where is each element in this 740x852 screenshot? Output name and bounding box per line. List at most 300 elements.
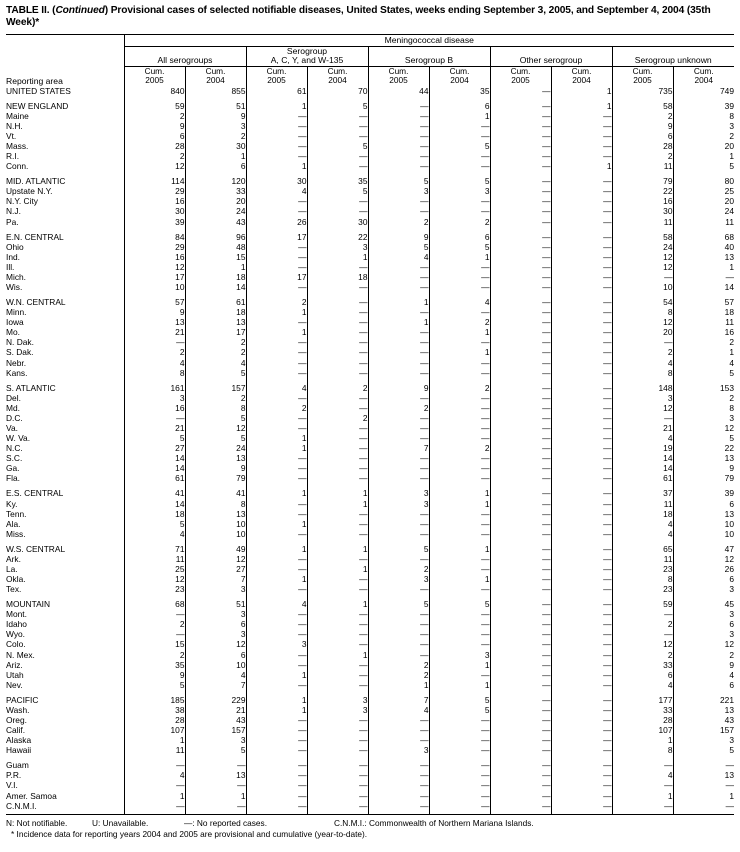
row-value: — <box>246 111 307 121</box>
row-area-label: Nev. <box>6 679 23 690</box>
row-value: — <box>307 307 368 317</box>
row-area-label: Fla. <box>6 473 20 484</box>
row-value: — <box>307 725 368 735</box>
row-value: — <box>185 801 246 811</box>
row-value: 3 <box>185 609 246 619</box>
row-value: — <box>490 337 551 347</box>
row-value: 1 <box>246 327 307 337</box>
row-area-label: V.I. <box>6 780 18 791</box>
row-value: 4 <box>124 770 185 780</box>
row-value: 1 <box>429 574 490 584</box>
row-value: — <box>307 368 368 378</box>
row-value: — <box>429 393 490 403</box>
row-area-label: W.N. CENTRAL <box>6 297 66 308</box>
row-value: 28 <box>612 715 673 725</box>
table-row <box>6 670 734 680</box>
row-value: — <box>429 272 490 282</box>
row-value: 41 <box>185 488 246 498</box>
row-value: 30 <box>612 206 673 216</box>
row-value: 13 <box>673 509 734 519</box>
row-value: — <box>124 780 185 790</box>
row-value: 12 <box>185 639 246 649</box>
row-value: 71 <box>124 544 185 554</box>
table-row <box>6 463 734 473</box>
row-value: 1 <box>246 670 307 680</box>
row-value: 2 <box>185 393 246 403</box>
row-area-label: Wyo. <box>6 629 26 640</box>
row-value: 5 <box>429 599 490 609</box>
row-value: — <box>551 252 612 262</box>
year-label-10: 2004 <box>694 75 713 86</box>
table-row <box>6 760 734 770</box>
title-prefix: TABLE II. ( <box>6 5 56 16</box>
row-area-label: P.R. <box>6 770 22 781</box>
row-value: 58 <box>612 232 673 242</box>
row-value: — <box>551 473 612 483</box>
row-area-label: Amer. Samoa <box>6 790 57 801</box>
row-value: 9 <box>368 232 429 242</box>
row-value: 1 <box>307 544 368 554</box>
row-value: — <box>307 403 368 413</box>
footnote-n: N: Not notifiable. <box>6 818 68 829</box>
cum-label-7: Cum. <box>510 66 531 76</box>
row-value: — <box>307 327 368 337</box>
table-row <box>6 660 734 670</box>
row-value: — <box>551 131 612 141</box>
year-label-6: 2004 <box>450 75 469 86</box>
cum-label-3: Cum. <box>266 66 287 76</box>
row-value: 49 <box>185 544 246 554</box>
table-row <box>6 650 734 660</box>
row-value: — <box>246 499 307 509</box>
table-row <box>6 272 734 282</box>
row-value: — <box>490 297 551 307</box>
row-value: 80 <box>673 176 734 186</box>
year-label-5: 2005 <box>389 75 408 86</box>
table-row <box>6 509 734 519</box>
table-row <box>6 639 734 649</box>
row-value: — <box>246 453 307 463</box>
row-value: 10 <box>124 282 185 292</box>
row-value: 39 <box>124 217 185 227</box>
row-value: 1 <box>368 317 429 327</box>
row-value: — <box>551 307 612 317</box>
row-value: — <box>246 584 307 594</box>
table-row <box>6 745 734 755</box>
row-value: 16 <box>673 327 734 337</box>
row-value: — <box>551 509 612 519</box>
row-value: — <box>368 358 429 368</box>
row-value: — <box>429 403 490 413</box>
row-value: — <box>551 368 612 378</box>
table-row <box>6 232 734 242</box>
table-row <box>6 695 734 705</box>
row-value: 7 <box>368 443 429 453</box>
row-value: — <box>490 695 551 705</box>
table-row <box>6 529 734 539</box>
row-value: — <box>551 584 612 594</box>
row-value: — <box>368 141 429 151</box>
header-corner-blank <box>6 34 124 46</box>
row-value: 9 <box>124 307 185 317</box>
table-bottom-rule <box>6 811 734 815</box>
row-area-label: UNITED STATES <box>6 85 71 96</box>
row-value: — <box>429 519 490 529</box>
row-value: — <box>551 141 612 151</box>
table-header <box>6 34 734 85</box>
row-area-label: Ill. <box>6 261 15 272</box>
footnotes <box>6 818 734 839</box>
row-value: 8 <box>673 111 734 121</box>
row-value: 2 <box>185 337 246 347</box>
row-area-label: S.C. <box>6 453 23 464</box>
row-value: — <box>124 629 185 639</box>
row-area-label: Kans. <box>6 367 28 378</box>
row-value: 13 <box>185 509 246 519</box>
row-value: 20 <box>185 196 246 206</box>
row-value: 25 <box>124 564 185 574</box>
row-value: — <box>551 358 612 368</box>
row-value: — <box>124 609 185 619</box>
row-area-label: Mich. <box>6 271 27 282</box>
row-value: 11 <box>612 161 673 171</box>
row-value: — <box>246 337 307 347</box>
row-value: 9 <box>124 121 185 131</box>
row-value: 22 <box>612 186 673 196</box>
row-value: 61 <box>185 297 246 307</box>
row-area-label: Ky. <box>6 498 18 509</box>
row-value: — <box>307 121 368 131</box>
row-value: — <box>551 791 612 801</box>
row-value: — <box>551 680 612 690</box>
bottom-rule-cell <box>612 811 673 815</box>
title-suffix: ) Provisional cases of selected notifiable diseases, United States, weeks ending September 3, 2005, and September 4, 2004 (35th Week)* <box>6 5 711 29</box>
row-value: — <box>490 554 551 564</box>
row-value: — <box>551 660 612 670</box>
row-value: — <box>368 629 429 639</box>
row-value: 1 <box>429 252 490 262</box>
row-value: — <box>551 206 612 216</box>
row-value: — <box>368 529 429 539</box>
row-value: 2 <box>124 151 185 161</box>
notifiable-diseases-table <box>6 34 734 815</box>
row-value: — <box>490 463 551 473</box>
cum-label-1: Cum. <box>144 66 165 76</box>
row-value: 79 <box>185 473 246 483</box>
row-value: 229 <box>185 695 246 705</box>
row-value: — <box>551 262 612 272</box>
row-value: 3 <box>673 735 734 745</box>
row-value: 21 <box>124 327 185 337</box>
row-value: 1 <box>673 262 734 272</box>
row-value: 13 <box>673 770 734 780</box>
row-value: 54 <box>612 297 673 307</box>
row-area-label: Oreg. <box>6 715 27 725</box>
row-value: — <box>368 780 429 790</box>
row-area-label: E.S. CENTRAL <box>6 488 64 499</box>
row-value: 749 <box>673 86 734 96</box>
cum-label-2: Cum. <box>205 66 226 76</box>
table-row <box>6 599 734 609</box>
row-value: — <box>551 760 612 770</box>
row-value: — <box>429 121 490 131</box>
row-value: — <box>368 619 429 629</box>
row-value: 3 <box>185 735 246 745</box>
row-value: 23 <box>612 584 673 594</box>
row-value: 1 <box>551 86 612 96</box>
row-value: — <box>551 393 612 403</box>
row-value: — <box>429 609 490 619</box>
header-group-acyw135-l2: A, C, Y, and W-135 <box>270 55 344 66</box>
row-value: — <box>246 121 307 131</box>
row-value: 2 <box>673 650 734 660</box>
row-value: — <box>490 599 551 609</box>
row-value: — <box>490 358 551 368</box>
row-value: — <box>368 519 429 529</box>
row-value: — <box>429 760 490 770</box>
row-area-label: Ga. <box>6 463 20 474</box>
row-value: 16 <box>124 403 185 413</box>
row-value: 6 <box>673 574 734 584</box>
row-value: — <box>307 629 368 639</box>
row-value: 3 <box>673 584 734 594</box>
row-value: — <box>490 639 551 649</box>
row-value: — <box>429 337 490 347</box>
row-value: — <box>368 413 429 423</box>
row-value: — <box>307 347 368 357</box>
row-value: 4 <box>612 358 673 368</box>
row-value: — <box>368 801 429 811</box>
row-value: — <box>673 272 734 282</box>
header-blank-2 <box>6 46 124 66</box>
row-value: 12 <box>673 423 734 433</box>
row-value: 9 <box>673 463 734 473</box>
row-value: 8 <box>612 307 673 317</box>
row-value: — <box>551 242 612 252</box>
row-value: — <box>551 121 612 131</box>
row-value: 1 <box>246 695 307 705</box>
row-value: 14 <box>673 282 734 292</box>
row-value: — <box>246 358 307 368</box>
table-row <box>6 564 734 574</box>
row-value: 13 <box>673 453 734 463</box>
row-value: — <box>490 619 551 629</box>
row-value: 3 <box>673 413 734 423</box>
row-value: 14 <box>124 463 185 473</box>
row-area-label: Minn. <box>6 307 27 318</box>
year-label-9: 2005 <box>633 75 652 86</box>
row-value: — <box>551 297 612 307</box>
table-row <box>6 101 734 111</box>
row-area-label: D.C. <box>6 412 23 423</box>
row-value: 185 <box>124 695 185 705</box>
row-value: 14 <box>124 499 185 509</box>
row-value: — <box>307 161 368 171</box>
row-value: — <box>368 131 429 141</box>
bottom-rule-cell <box>490 811 551 815</box>
row-value: — <box>368 584 429 594</box>
row-value: — <box>307 196 368 206</box>
row-value: 1 <box>307 499 368 509</box>
row-value: 2 <box>612 619 673 629</box>
row-value: 8 <box>673 403 734 413</box>
row-value: 11 <box>124 554 185 564</box>
row-value: 5 <box>368 176 429 186</box>
row-value: — <box>551 499 612 509</box>
row-value: 14 <box>612 453 673 463</box>
row-value: 57 <box>124 297 185 307</box>
row-value: — <box>246 252 307 262</box>
row-value: 12 <box>612 262 673 272</box>
row-value: 5 <box>307 141 368 151</box>
row-value: 8 <box>185 403 246 413</box>
row-value: 855 <box>185 86 246 96</box>
row-value: — <box>246 760 307 770</box>
row-value: 3 <box>307 695 368 705</box>
row-value: 1 <box>185 151 246 161</box>
row-value: — <box>124 801 185 811</box>
row-value: — <box>490 111 551 121</box>
row-value: — <box>429 529 490 539</box>
table-row <box>6 433 734 443</box>
row-value: — <box>368 650 429 660</box>
row-value: 2 <box>429 443 490 453</box>
table-row <box>6 252 734 262</box>
row-value: — <box>246 196 307 206</box>
row-value: — <box>490 131 551 141</box>
row-value: — <box>429 463 490 473</box>
row-value: 20 <box>673 196 734 206</box>
row-value: 1 <box>368 297 429 307</box>
row-value: — <box>429 282 490 292</box>
table-row <box>6 206 734 216</box>
row-value: 840 <box>124 86 185 96</box>
row-value: 4 <box>673 358 734 368</box>
row-value: — <box>490 403 551 413</box>
row-value: 12 <box>124 574 185 584</box>
row-value: — <box>490 650 551 660</box>
row-value: — <box>368 196 429 206</box>
row-value: 6 <box>185 161 246 171</box>
row-value: — <box>490 473 551 483</box>
row-value: — <box>429 433 490 443</box>
row-area-label: N.J. <box>6 206 21 217</box>
row-value: — <box>551 433 612 443</box>
row-value: 59 <box>612 599 673 609</box>
table-row <box>6 86 734 96</box>
row-value: 2 <box>612 111 673 121</box>
row-value: 9 <box>673 660 734 670</box>
row-value: — <box>307 801 368 811</box>
row-value: — <box>551 186 612 196</box>
row-value: 17 <box>246 232 307 242</box>
row-value: 2 <box>368 217 429 227</box>
row-value: 157 <box>185 725 246 735</box>
row-value: — <box>246 282 307 292</box>
row-value: 2 <box>124 650 185 660</box>
table-row <box>6 791 734 801</box>
row-value: — <box>673 801 734 811</box>
cum-label-6: Cum. <box>449 66 470 76</box>
page-title <box>6 5 734 30</box>
row-value: — <box>246 131 307 141</box>
row-value: — <box>246 151 307 161</box>
row-area-label: S. Dak. <box>6 347 34 358</box>
row-value: — <box>551 272 612 282</box>
header-group-serogroup-b <box>368 46 490 66</box>
row-value: 79 <box>612 176 673 186</box>
row-value: — <box>551 574 612 584</box>
row-value: 5 <box>429 176 490 186</box>
row-value: — <box>429 791 490 801</box>
row-area-label: N.C. <box>6 443 23 454</box>
row-value: — <box>368 206 429 216</box>
row-value: — <box>246 413 307 423</box>
row-value: — <box>612 760 673 770</box>
row-area-label: R.I. <box>6 151 20 162</box>
row-value: — <box>551 780 612 790</box>
row-value: — <box>490 217 551 227</box>
row-area-label: Alaska <box>6 735 32 746</box>
row-value: — <box>551 695 612 705</box>
row-value: 5 <box>429 695 490 705</box>
row-value: 3 <box>185 584 246 594</box>
row-value: — <box>429 307 490 317</box>
row-value: — <box>185 760 246 770</box>
row-value: — <box>429 262 490 272</box>
row-value: — <box>246 554 307 564</box>
row-value: — <box>551 650 612 660</box>
header-group-all-serogroups-l1: All serogroups <box>157 55 213 66</box>
year-label-8: 2004 <box>572 75 591 86</box>
title-continued: Continued <box>55 5 105 16</box>
row-value: 2 <box>307 413 368 423</box>
row-value: 161 <box>124 383 185 393</box>
row-value: — <box>490 564 551 574</box>
row-value: 29 <box>124 186 185 196</box>
row-value: 17 <box>246 272 307 282</box>
bottom-rule-cell <box>124 811 185 815</box>
row-area-label: Mass. <box>6 141 29 152</box>
row-value: — <box>490 801 551 811</box>
row-value: 39 <box>673 101 734 111</box>
row-value: — <box>551 564 612 574</box>
row-value: — <box>551 745 612 755</box>
table-row <box>6 327 734 337</box>
row-value: 5 <box>185 413 246 423</box>
row-value: 43 <box>673 715 734 725</box>
row-value: 13 <box>185 770 246 780</box>
row-value: 3 <box>368 499 429 509</box>
row-area-label: NEW ENGLAND <box>6 100 69 111</box>
row-value: 2 <box>124 347 185 357</box>
row-value: — <box>429 196 490 206</box>
row-value: 4 <box>124 358 185 368</box>
row-value: 9 <box>185 463 246 473</box>
table-row <box>6 297 734 307</box>
table-row <box>6 393 734 403</box>
row-value: 11 <box>612 554 673 564</box>
row-value: — <box>307 519 368 529</box>
row-value: — <box>246 509 307 519</box>
row-value: — <box>368 791 429 801</box>
row-value: 37 <box>612 488 673 498</box>
row-value: — <box>551 544 612 554</box>
row-value: 58 <box>612 101 673 111</box>
row-value: 2 <box>124 111 185 121</box>
row-value: — <box>490 680 551 690</box>
row-value: 1 <box>429 111 490 121</box>
